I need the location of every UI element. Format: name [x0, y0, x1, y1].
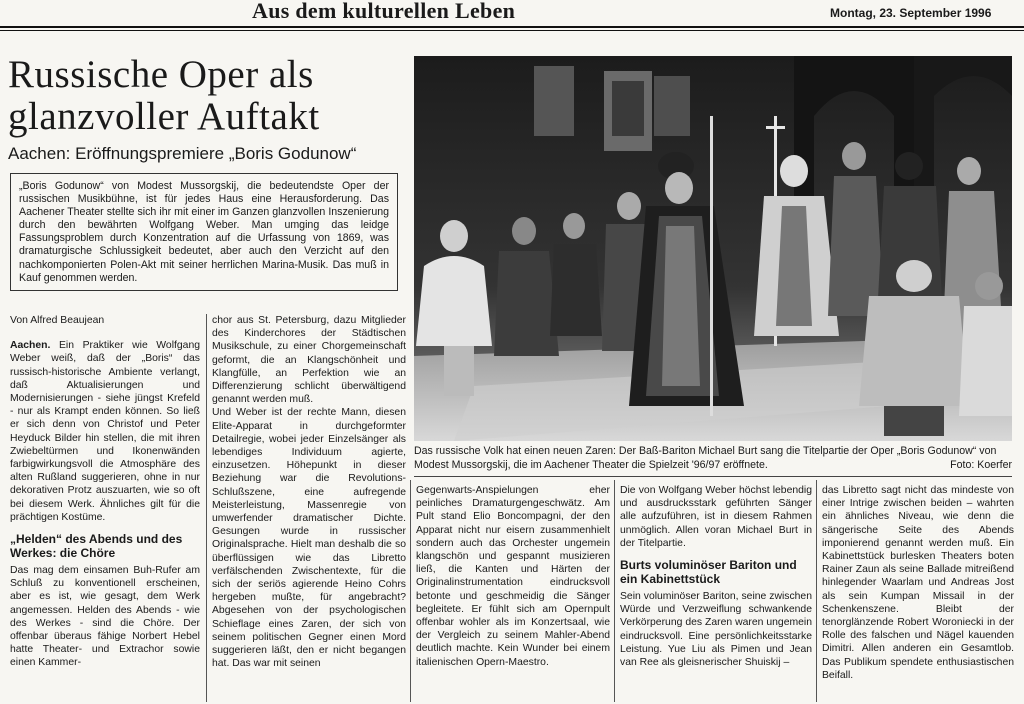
lead-text: „Boris Godunow“ von Modest Mussorgskij, die bedeutendste Oper der russischen Musikbühne, ist für jedes Haus eine Herausforderung. Das Aachener Theater stellte sich ihr mit einer im Ganzen glanzvollen Inszenierung durch den bewährten Wolfgang Weber. Man umging das leidge Fassungsproblem durch Konzentration auf die Urfassung von 1869, was dramaturgische Schlussigkeit bedeutet, aber auch den Verzicht auf den nachkomponierten Polen-Akt mit seiner herrlichen Marina-Musik. Das muß in Kauf genommen werden. [19, 180, 389, 284]
paragraph [10, 339, 200, 524]
caption-text: Das russische Volk hat einen neuen Zaren: Der Baß-Bariton Michael Burt sang die Titelpartie der Oper „Boris Godunow“ von Modest Mussorgskij, die im Aachener Theater die Spielzeit '96/97 eröffnete. [414, 445, 997, 471]
subheading-bariton: Burts voluminöser Bariton und ein Kabinettstück [620, 558, 797, 587]
article-column-5 [822, 484, 1014, 704]
paragraph: Gegenwarts-Anspielungen eher peinliches Dramaturgengeschwätz. Am Pult stand Elio Boncompagni, der den Apparat nicht nur eisern zusammenhielt sondern auch das Orchester ungemein klangschön und gespannt musizieren ließ, die Kanten und Härten der Originalinstrumentation eindrucksvoll betonte und geschmeidig die Sänger begleitete. Er fühlt sich am Opernpult offenbar wohler als im Konzertsaal, wie der Vergleich zu seinem Mahler-Abend deutlich machte. Kein Wunder bei einem italienischen Opern-Maestro. [416, 485, 610, 668]
dateline: Aachen. [10, 340, 51, 352]
headline [8, 54, 408, 138]
paragraph: Sein voluminöser Bariton, seine zwischen Würde und Verzweiflung schwankende Verkörperung des Zaren waren ungemein eindrucksvoll. Eine persönlichkeitsstarke Leistung. Yue Liu als Pimen und Jean van Ree als gleisnerischer Shuiskij – [620, 591, 812, 669]
lead-box [10, 173, 398, 291]
subheading-choirs: „Helden“ des Abends und des Werkes: die Chöre [10, 532, 183, 561]
header-rule-thin [0, 30, 1024, 31]
column-divider [410, 480, 411, 702]
column-divider [206, 314, 207, 702]
photo-credit: Foto: Koerfer [950, 459, 1012, 471]
paragraph-text: Ein Praktiker wie Wolfgang Weber weiß, daß der „Boris“ das russisch-historische Ambiente verlangt, daß Aktualisierungen und Modernisierungen - siehe jüngst Krefeld - nur als Krampt enden können. So ließ er sich denn von Christof und Peter Heyduck Bilder hin stellen, die mit ihren Zwiebeltürmen und Ikonenwänden farbigwirkungsvoll die Atmosphäre des alten Rußland suggerieren, ohne in nur dekorativen Protz auszuarten, wie so oft bei diesem Werk. Ähnliches gilt für die prächtigen Kostüme. [10, 340, 200, 523]
stage-photo [414, 56, 1012, 441]
headline-line-1: Russische Oper als [8, 53, 314, 96]
article-column-2 [212, 314, 406, 704]
column-divider [816, 480, 817, 702]
paragraph: Das mag dem einsamen Buh-Rufer am Schluß zu konventionell erscheinen, aber es ist, wie gesagt, dem Werk angemessen. Helden des Abends - wie des Werkes - sind die Chöre. Der offenbar überaus fähige Norbert Hebel hatte Theater- und Extrachor sowie einen Kammer- [10, 565, 200, 669]
column-divider [614, 480, 615, 702]
article-column-4 [620, 484, 812, 704]
caption-rule [414, 476, 1012, 477]
byline: Von Alfred Beaujean [10, 315, 105, 326]
article-column-3 [416, 484, 610, 704]
paragraph: Die von Wolfgang Weber höchst lebendig und ausdrucksstark geführten Sänger alle aufzuführen, ist in diesem Rahmen unmöglich. Allen voran Michael Burt in der Titelpartie. [620, 485, 812, 549]
headline-line-2: glanzvoller Auftakt [8, 95, 320, 138]
section-title: Aus dem kulturellen Leben [252, 0, 516, 23]
issue-date: Montag, 23. September 1996 [830, 6, 992, 20]
paragraph: Und Weber ist der rechte Mann, diesen Elite-Apparat in durchgeformter Detailregie, wobei jeder Einzelsänger als lebendiges Individuum agierte, einzusetzen. Höhepunkt in dieser Beziehung war die Revolutions-Schlußszene, eine aufregende Meisterleistung, Massenregie von umwerfender dramatischer Dichte. Gesungen wurde in russischer Originalsprache. Hielt man deshalb die so überflüssigen wie das Libretto verfälschenden Zwischentexte, für die sich der seriös agierende Heino Cohrs hergeben mußte, für angebracht? Abgesehen von der psychologischen Schieflage eines Zaren, der sich von seinem politischen Gegner einen Mord suggerieren läßt, den er nicht begangen hat. Das war mit seinen [212, 407, 406, 670]
header-rule [0, 26, 1024, 28]
subtitle: Aachen: Eröffnungspremiere „Boris Godunow“ [8, 144, 357, 163]
photo-caption [414, 444, 1012, 472]
paragraph: das Libretto sagt nicht das mindeste von einer Intrige zwischen beiden – wahrten ein ähnliches Niveau, wie denn die sängerische Seite des Abends imponierend genannt werden muß. Ein Kabinettstück burlesken Theaters boten Rainer Zaun als seine Ballade mitreißend hinlegender Waarlam und Andreas Jost als sein Kumpan Missail in der Schenkenszene. Bleibt der tenorglänzende Robert Woroniecki in der Rolle des falschen und Nägel kauenden Dimitri. Allen anderen ein Gesamtlob. Das Publikum spendete enthusiastischen Beifall. [822, 485, 1014, 681]
paragraph: chor aus St. Petersburg, dazu Mitglieder des Kinderchores der Städtischen Musikschule, zu einer Chorgemeinschaft geformt, die an Klangschönheit und Klangfülle, an Perfektion wie an Differenzierung schlicht überwältigend genannt werden muß. [212, 315, 406, 406]
article-column-1 [10, 314, 200, 704]
opera-scene-image [414, 56, 1012, 441]
